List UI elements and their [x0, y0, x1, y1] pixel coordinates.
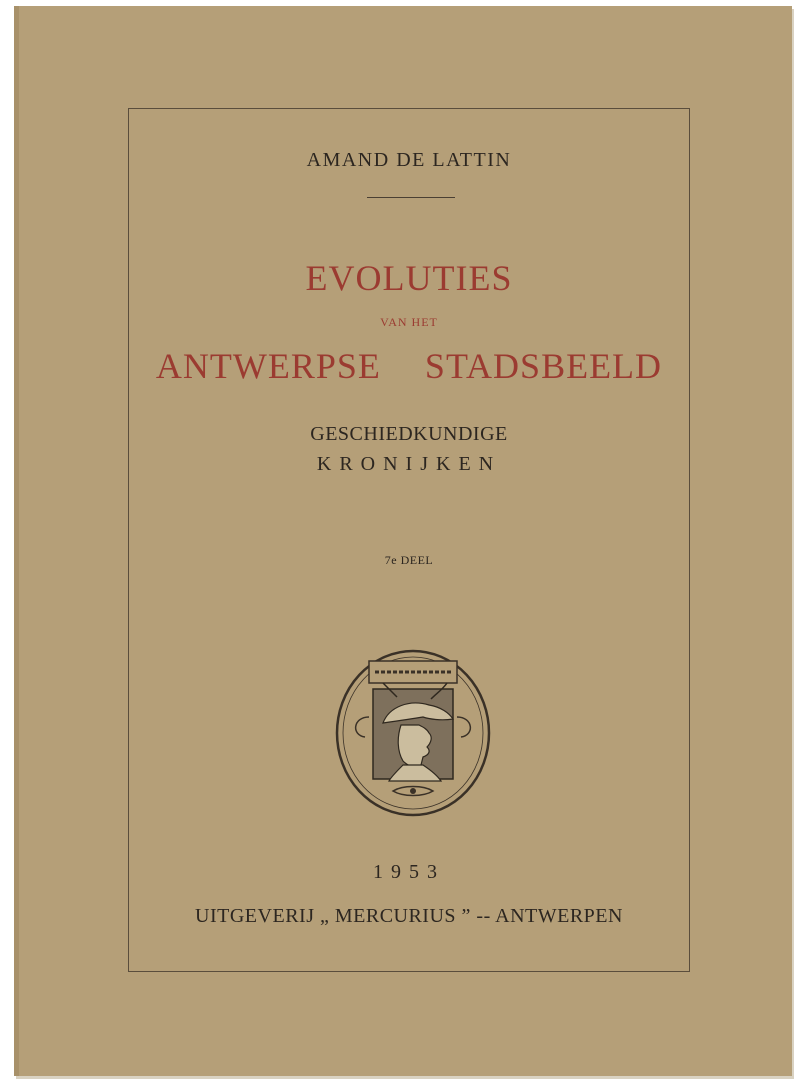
subtitle-line-2: KRONIJKEN [316, 453, 502, 475]
cover-frame [128, 108, 690, 972]
title-connector: VAN HET [380, 315, 438, 329]
title-line-1: EVOLUTIES [305, 258, 513, 298]
volume-label: 7e DEEL [384, 553, 434, 567]
book-cover [14, 6, 792, 1076]
publication-year: 1953 [373, 861, 445, 883]
mercury-emblem-icon [333, 647, 493, 819]
author-name: AMAND DE LATTIN [306, 149, 512, 171]
subtitle-line-1: GESCHIEDKUNDIGE [310, 423, 508, 445]
divider-rule [367, 197, 455, 198]
publisher-name: UITGEVERIJ „ MERCURIUS ” -- ANTWERPEN [195, 905, 623, 927]
title-line-2: ANTWERPSE STADSBEELD [155, 346, 663, 386]
